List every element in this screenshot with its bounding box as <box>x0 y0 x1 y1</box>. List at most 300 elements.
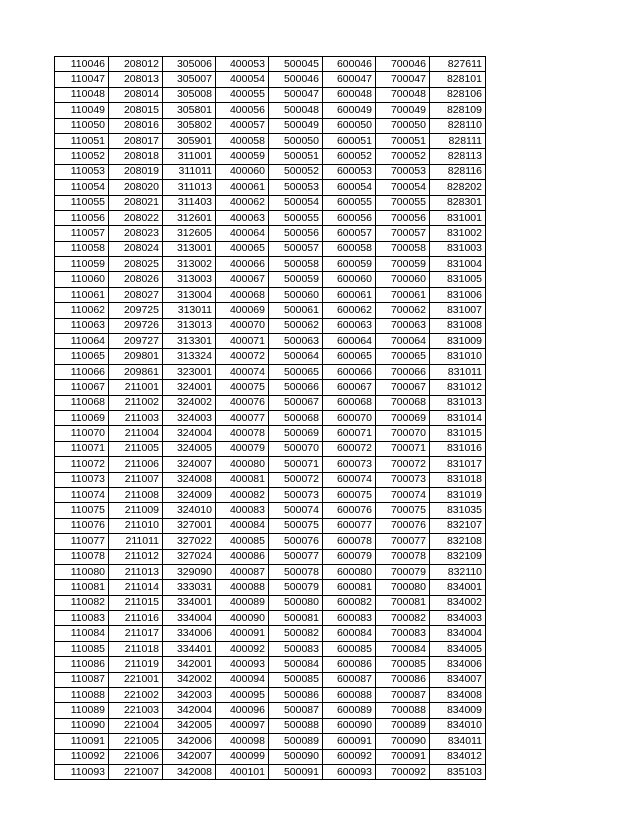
table-row <box>55 580 486 595</box>
table-cell: 211004 <box>109 426 163 441</box>
table-cell: 600085 <box>323 641 376 656</box>
table-cell: 221002 <box>109 688 163 703</box>
table-cell: 700079 <box>376 564 430 579</box>
table-cell: 700048 <box>376 87 430 102</box>
table-cell: 313002 <box>163 257 216 272</box>
table-cell: 831019 <box>430 487 486 502</box>
table-cell: 700051 <box>376 133 430 148</box>
table-cell: 342008 <box>163 764 216 779</box>
table-cell: 500083 <box>269 641 323 656</box>
table-cell: 110083 <box>55 611 109 626</box>
table-cell: 600056 <box>323 210 376 225</box>
table-cell: 600082 <box>323 595 376 610</box>
table-cell: 700072 <box>376 457 430 472</box>
table-cell: 600087 <box>323 672 376 687</box>
table-row <box>55 57 486 72</box>
table-cell: 400066 <box>216 257 269 272</box>
table-cell: 110061 <box>55 287 109 302</box>
table-cell: 828301 <box>430 195 486 210</box>
table-cell: 400079 <box>216 441 269 456</box>
table-cell: 828106 <box>430 87 486 102</box>
table-cell: 400074 <box>216 364 269 379</box>
table-cell: 700085 <box>376 657 430 672</box>
table-row <box>55 487 486 502</box>
table-cell: 500088 <box>269 718 323 733</box>
table-cell: 600089 <box>323 703 376 718</box>
table-cell: 110053 <box>55 164 109 179</box>
table-cell: 831017 <box>430 457 486 472</box>
table-row <box>55 441 486 456</box>
table-cell: 600093 <box>323 764 376 779</box>
table-cell: 400072 <box>216 349 269 364</box>
table-cell: 110076 <box>55 518 109 533</box>
table-row <box>55 749 486 764</box>
table-cell: 208024 <box>109 241 163 256</box>
table-cell: 305007 <box>163 72 216 87</box>
table-cell: 400085 <box>216 534 269 549</box>
table-cell: 211003 <box>109 410 163 425</box>
table-cell: 208026 <box>109 272 163 287</box>
table-cell: 700050 <box>376 118 430 133</box>
table-cell: 600067 <box>323 380 376 395</box>
table-cell: 208023 <box>109 226 163 241</box>
table-cell: 211017 <box>109 626 163 641</box>
table-cell: 110072 <box>55 457 109 472</box>
table-cell: 110088 <box>55 688 109 703</box>
table-cell: 500090 <box>269 749 323 764</box>
table-cell: 700047 <box>376 72 430 87</box>
table-row <box>55 641 486 656</box>
table-cell: 211010 <box>109 518 163 533</box>
table-cell: 400096 <box>216 703 269 718</box>
table-cell: 700064 <box>376 334 430 349</box>
table-cell: 311013 <box>163 180 216 195</box>
table-cell: 221001 <box>109 672 163 687</box>
table-cell: 400058 <box>216 133 269 148</box>
table-row <box>55 518 486 533</box>
table-cell: 831018 <box>430 472 486 487</box>
table-cell: 500087 <box>269 703 323 718</box>
table-cell: 211016 <box>109 611 163 626</box>
table-cell: 327001 <box>163 518 216 533</box>
table-cell: 400094 <box>216 672 269 687</box>
table-cell: 700066 <box>376 364 430 379</box>
table-cell: 211013 <box>109 564 163 579</box>
table-cell: 221005 <box>109 734 163 749</box>
table-cell: 700069 <box>376 410 430 425</box>
table-cell: 211011 <box>109 534 163 549</box>
table-cell: 400088 <box>216 580 269 595</box>
table-cell: 110047 <box>55 72 109 87</box>
table-cell: 311011 <box>163 164 216 179</box>
table-cell: 700046 <box>376 57 430 72</box>
table-cell: 342001 <box>163 657 216 672</box>
table-cell: 831016 <box>430 441 486 456</box>
table-cell: 831014 <box>430 410 486 425</box>
table-cell: 110087 <box>55 672 109 687</box>
table-cell: 400099 <box>216 749 269 764</box>
table-cell: 600070 <box>323 410 376 425</box>
table-cell: 700075 <box>376 503 430 518</box>
table-cell: 400083 <box>216 503 269 518</box>
table-cell: 827611 <box>430 57 486 72</box>
table-cell: 500070 <box>269 441 323 456</box>
table-cell: 600065 <box>323 349 376 364</box>
table-cell: 700090 <box>376 734 430 749</box>
table-cell: 110050 <box>55 118 109 133</box>
table-cell: 600048 <box>323 87 376 102</box>
table-cell: 110065 <box>55 349 109 364</box>
table-row <box>55 426 486 441</box>
table-cell: 209861 <box>109 364 163 379</box>
table-cell: 834005 <box>430 641 486 656</box>
table-cell: 834010 <box>430 718 486 733</box>
table-cell: 700089 <box>376 718 430 733</box>
table-row <box>55 688 486 703</box>
table-cell: 221007 <box>109 764 163 779</box>
table-row <box>55 226 486 241</box>
table-cell: 400067 <box>216 272 269 287</box>
table-cell: 209725 <box>109 303 163 318</box>
table-cell: 600063 <box>323 318 376 333</box>
table-cell: 500067 <box>269 395 323 410</box>
table-cell: 211008 <box>109 487 163 502</box>
table-cell: 312605 <box>163 226 216 241</box>
table-cell: 831003 <box>430 241 486 256</box>
table-cell: 831008 <box>430 318 486 333</box>
table-cell: 700081 <box>376 595 430 610</box>
table-cell: 700083 <box>376 626 430 641</box>
table-cell: 110055 <box>55 195 109 210</box>
table-cell: 700091 <box>376 749 430 764</box>
table-row <box>55 257 486 272</box>
table-cell: 831012 <box>430 380 486 395</box>
table-cell: 600052 <box>323 149 376 164</box>
table-row <box>55 103 486 118</box>
table-cell: 831015 <box>430 426 486 441</box>
table-cell: 110063 <box>55 318 109 333</box>
table-row <box>55 595 486 610</box>
table-cell: 324005 <box>163 441 216 456</box>
table-cell: 208020 <box>109 180 163 195</box>
table-cell: 500084 <box>269 657 323 672</box>
table-cell: 500078 <box>269 564 323 579</box>
table-cell: 209801 <box>109 349 163 364</box>
table-cell: 500076 <box>269 534 323 549</box>
table-cell: 828111 <box>430 133 486 148</box>
table-cell: 334401 <box>163 641 216 656</box>
table-cell: 110056 <box>55 210 109 225</box>
table-cell: 400068 <box>216 287 269 302</box>
table-cell: 700087 <box>376 688 430 703</box>
table-cell: 500048 <box>269 103 323 118</box>
table-cell: 110078 <box>55 549 109 564</box>
table-cell: 700078 <box>376 549 430 564</box>
table-cell: 324007 <box>163 457 216 472</box>
table-cell: 600084 <box>323 626 376 641</box>
table-cell: 211007 <box>109 472 163 487</box>
table-cell: 110089 <box>55 703 109 718</box>
table-cell: 600047 <box>323 72 376 87</box>
table-cell: 110057 <box>55 226 109 241</box>
table-cell: 400064 <box>216 226 269 241</box>
table-cell: 400060 <box>216 164 269 179</box>
table-cell: 700062 <box>376 303 430 318</box>
table-cell: 313003 <box>163 272 216 287</box>
table-row <box>55 303 486 318</box>
table-cell: 324001 <box>163 380 216 395</box>
table-cell: 600050 <box>323 118 376 133</box>
table-cell: 211014 <box>109 580 163 595</box>
table-row <box>55 472 486 487</box>
table-row <box>55 318 486 333</box>
table-cell: 211001 <box>109 380 163 395</box>
table-cell: 400061 <box>216 180 269 195</box>
table-row <box>55 118 486 133</box>
table-cell: 324004 <box>163 426 216 441</box>
table-cell: 600066 <box>323 364 376 379</box>
table-cell: 400095 <box>216 688 269 703</box>
table-cell: 700060 <box>376 272 430 287</box>
table-cell: 342007 <box>163 749 216 764</box>
table-cell: 211019 <box>109 657 163 672</box>
table-cell: 313011 <box>163 303 216 318</box>
table-cell: 700065 <box>376 349 430 364</box>
table-cell: 110062 <box>55 303 109 318</box>
table-cell: 700068 <box>376 395 430 410</box>
table-cell: 500052 <box>269 164 323 179</box>
table-cell: 400090 <box>216 611 269 626</box>
table-cell: 831007 <box>430 303 486 318</box>
table-cell: 831009 <box>430 334 486 349</box>
table-cell: 327022 <box>163 534 216 549</box>
table-cell: 500059 <box>269 272 323 287</box>
table-cell: 342006 <box>163 734 216 749</box>
table-cell: 324003 <box>163 410 216 425</box>
table-cell: 208012 <box>109 57 163 72</box>
table-cell: 700063 <box>376 318 430 333</box>
table-cell: 700082 <box>376 611 430 626</box>
table-cell: 342005 <box>163 718 216 733</box>
table-cell: 400070 <box>216 318 269 333</box>
table-cell: 400063 <box>216 210 269 225</box>
table-cell: 828113 <box>430 149 486 164</box>
table-cell: 600051 <box>323 133 376 148</box>
code-table-body <box>55 57 486 780</box>
table-cell: 313001 <box>163 241 216 256</box>
table-cell: 110049 <box>55 103 109 118</box>
table-cell: 831006 <box>430 287 486 302</box>
table-cell: 600092 <box>323 749 376 764</box>
table-cell: 327024 <box>163 549 216 564</box>
table-cell: 832109 <box>430 549 486 564</box>
table-cell: 400080 <box>216 457 269 472</box>
table-row <box>55 164 486 179</box>
table-cell: 600057 <box>323 226 376 241</box>
table-cell: 500066 <box>269 380 323 395</box>
table-cell: 500089 <box>269 734 323 749</box>
table-cell: 305801 <box>163 103 216 118</box>
table-cell: 500053 <box>269 180 323 195</box>
table-cell: 700073 <box>376 472 430 487</box>
table-row <box>55 380 486 395</box>
table-cell: 342004 <box>163 703 216 718</box>
table-cell: 500047 <box>269 87 323 102</box>
table-cell: 832107 <box>430 518 486 533</box>
table-cell: 700059 <box>376 257 430 272</box>
table-cell: 110082 <box>55 595 109 610</box>
table-row <box>55 287 486 302</box>
table-cell: 500065 <box>269 364 323 379</box>
table-cell: 500058 <box>269 257 323 272</box>
table-cell: 400086 <box>216 549 269 564</box>
table-cell: 834009 <box>430 703 486 718</box>
table-cell: 600064 <box>323 334 376 349</box>
table-cell: 831002 <box>430 226 486 241</box>
table-cell: 334001 <box>163 595 216 610</box>
table-row <box>55 410 486 425</box>
table-cell: 831010 <box>430 349 486 364</box>
table-cell: 834008 <box>430 688 486 703</box>
table-cell: 700084 <box>376 641 430 656</box>
table-cell: 834001 <box>430 580 486 595</box>
table-cell: 110069 <box>55 410 109 425</box>
table-cell: 110093 <box>55 764 109 779</box>
table-cell: 110085 <box>55 641 109 656</box>
table-row <box>55 349 486 364</box>
table-cell: 831013 <box>430 395 486 410</box>
table-cell: 313301 <box>163 334 216 349</box>
table-cell: 832110 <box>430 564 486 579</box>
table-cell: 324009 <box>163 487 216 502</box>
table-cell: 334004 <box>163 611 216 626</box>
table-cell: 305006 <box>163 57 216 72</box>
table-row <box>55 549 486 564</box>
table-row <box>55 672 486 687</box>
table-cell: 600053 <box>323 164 376 179</box>
table-cell: 342002 <box>163 672 216 687</box>
table-cell: 500085 <box>269 672 323 687</box>
table-cell: 600086 <box>323 657 376 672</box>
table-cell: 110054 <box>55 180 109 195</box>
table-cell: 400057 <box>216 118 269 133</box>
table-cell: 110075 <box>55 503 109 518</box>
table-cell: 110071 <box>55 441 109 456</box>
table-cell: 831001 <box>430 210 486 225</box>
table-row <box>55 534 486 549</box>
table-cell: 211018 <box>109 641 163 656</box>
table-cell: 110051 <box>55 133 109 148</box>
table-cell: 828116 <box>430 164 486 179</box>
table-cell: 700055 <box>376 195 430 210</box>
table-cell: 700053 <box>376 164 430 179</box>
table-row <box>55 657 486 672</box>
table-cell: 110064 <box>55 334 109 349</box>
table-cell: 600054 <box>323 180 376 195</box>
table-cell: 208017 <box>109 133 163 148</box>
table-row <box>55 364 486 379</box>
table-cell: 110068 <box>55 395 109 410</box>
table-cell: 500054 <box>269 195 323 210</box>
table-cell: 110080 <box>55 564 109 579</box>
table-cell: 400069 <box>216 303 269 318</box>
table-cell: 700052 <box>376 149 430 164</box>
table-cell: 110092 <box>55 749 109 764</box>
table-cell: 834007 <box>430 672 486 687</box>
table-cell: 700086 <box>376 672 430 687</box>
table-cell: 211006 <box>109 457 163 472</box>
table-cell: 333031 <box>163 580 216 595</box>
table-cell: 700061 <box>376 287 430 302</box>
table-cell: 400065 <box>216 241 269 256</box>
table-cell: 700058 <box>376 241 430 256</box>
table-cell: 700092 <box>376 764 430 779</box>
table-cell: 110059 <box>55 257 109 272</box>
table-row <box>55 564 486 579</box>
table-cell: 110070 <box>55 426 109 441</box>
table-cell: 400078 <box>216 426 269 441</box>
table-cell: 400092 <box>216 641 269 656</box>
table-cell: 831005 <box>430 272 486 287</box>
table-cell: 209727 <box>109 334 163 349</box>
table-cell: 305802 <box>163 118 216 133</box>
table-cell: 600083 <box>323 611 376 626</box>
table-cell: 305901 <box>163 133 216 148</box>
table-cell: 700057 <box>376 226 430 241</box>
table-cell: 600081 <box>323 580 376 595</box>
table-cell: 221004 <box>109 718 163 733</box>
table-cell: 700077 <box>376 534 430 549</box>
table-cell: 831011 <box>430 364 486 379</box>
table-cell: 110091 <box>55 734 109 749</box>
table-cell: 600049 <box>323 103 376 118</box>
table-cell: 110060 <box>55 272 109 287</box>
table-cell: 600068 <box>323 395 376 410</box>
table-row <box>55 395 486 410</box>
table-cell: 700076 <box>376 518 430 533</box>
table-cell: 500063 <box>269 334 323 349</box>
table-row <box>55 72 486 87</box>
table-cell: 600046 <box>323 57 376 72</box>
table-cell: 211012 <box>109 549 163 564</box>
table-cell: 500057 <box>269 241 323 256</box>
table-cell: 208022 <box>109 210 163 225</box>
table-cell: 500068 <box>269 410 323 425</box>
table-cell: 500072 <box>269 472 323 487</box>
table-cell: 500069 <box>269 426 323 441</box>
table-cell: 500071 <box>269 457 323 472</box>
table-cell: 828202 <box>430 180 486 195</box>
table-cell: 600075 <box>323 487 376 502</box>
table-cell: 400062 <box>216 195 269 210</box>
table-cell: 400059 <box>216 149 269 164</box>
table-row <box>55 457 486 472</box>
table-cell: 600061 <box>323 287 376 302</box>
table-cell: 500080 <box>269 595 323 610</box>
table-cell: 600059 <box>323 257 376 272</box>
table-cell: 400091 <box>216 626 269 641</box>
table-cell: 400071 <box>216 334 269 349</box>
table-cell: 110090 <box>55 718 109 733</box>
table-cell: 600090 <box>323 718 376 733</box>
table-cell: 500073 <box>269 487 323 502</box>
table-cell: 208016 <box>109 118 163 133</box>
table-cell: 400056 <box>216 103 269 118</box>
table-cell: 400053 <box>216 57 269 72</box>
table-cell: 400087 <box>216 564 269 579</box>
table-cell: 600079 <box>323 549 376 564</box>
table-cell: 110084 <box>55 626 109 641</box>
